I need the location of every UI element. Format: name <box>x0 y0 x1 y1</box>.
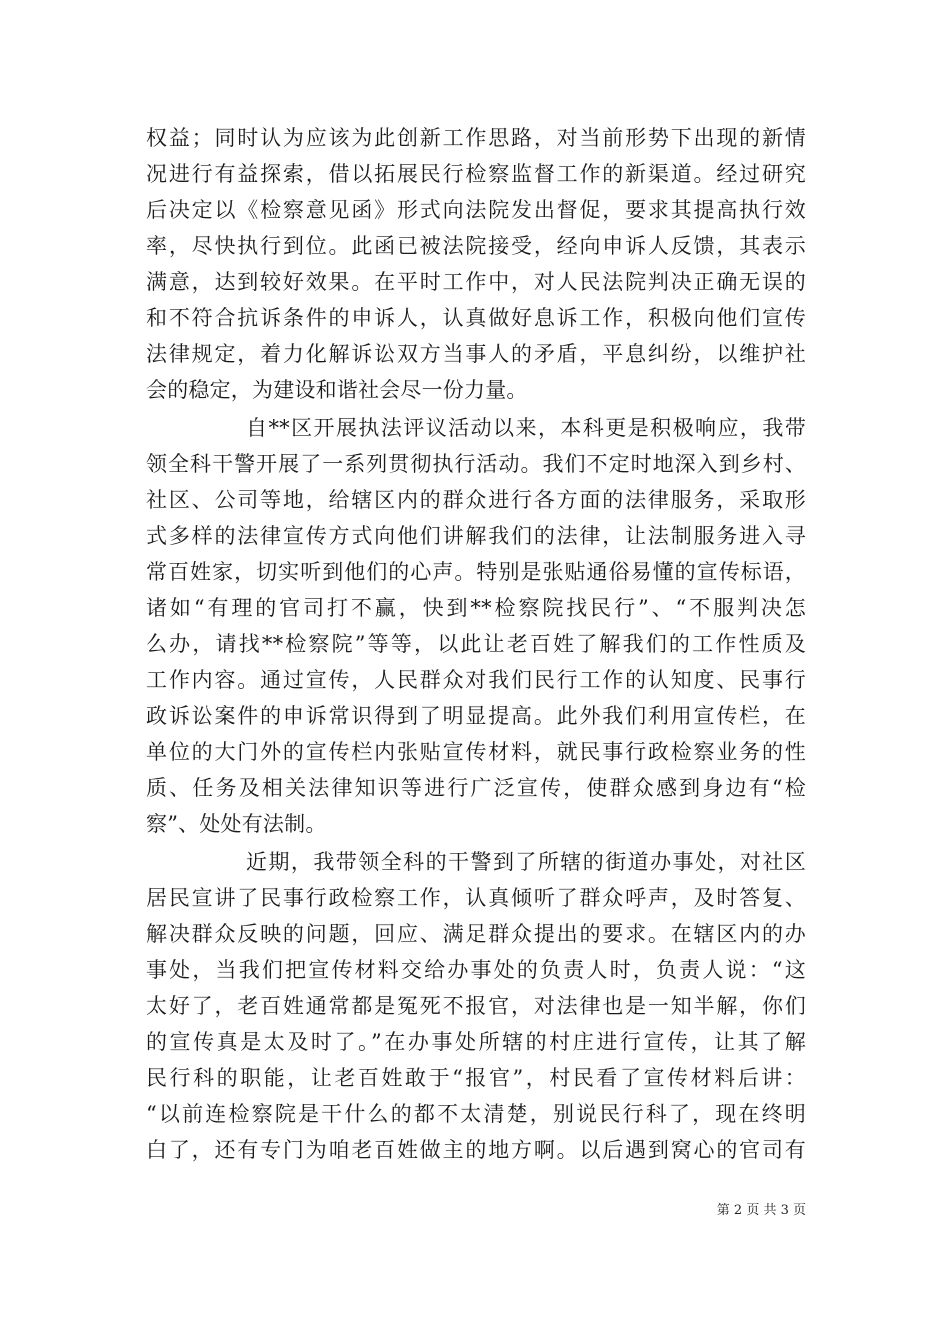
text-line: 的宣传真是太及时了。”在办事处所辖的村庄进行宣传，让其了解 <box>146 1030 806 1054</box>
text-line: 况进行有益探索，借以拓展民行检察监督工作的新渠道。经过研究 <box>146 162 806 186</box>
text-line: 太好了，老百姓通常都是冤死不报官，对法律也是一知半解，你们 <box>146 994 806 1018</box>
text-line: 式多样的法律宣传方式向他们讲解我们的法律，让法制服务进入寻 <box>146 524 806 548</box>
text-line: 后决定以《检察意见函》形式向法院发出督促，要求其提高执行效 <box>146 198 806 222</box>
paragraph-first-line: 近期，我带领全科的干警到了所辖的街道办事处，对社区 <box>246 850 806 874</box>
text-line: 居民宣讲了民事行政检察工作，认真倾听了群众呼声，及时答复、 <box>146 886 806 910</box>
text-line: 工作内容。通过宣传，人民群众对我们民行工作的认知度、民事行 <box>146 668 806 692</box>
text-line: 白了，还有专门为咱老百姓做主的地方啊。以后遇到窝心的官司有 <box>146 1138 806 1162</box>
text-line: 领全科干警开展了一系列贯彻执行活动。我们不定时地深入到乡村、 <box>146 452 806 476</box>
text-line: 会的稳定，为建设和谐社会尽一份力量。 <box>146 378 528 402</box>
text-line: 诸如“有理的官司打不赢，快到**检察院找民行”、“不服判决怎 <box>146 596 806 620</box>
text-line: 常百姓家，切实听到他们的心声。特别是张贴通俗易懂的宣传标语， <box>146 560 806 584</box>
text-line: 满意，达到较好效果。在平时工作中，对人民法院判决正确无误的 <box>146 270 806 294</box>
text-line: 民行科的职能，让老百姓敢于“报官”，村民看了宣传材料后讲： <box>146 1066 806 1090</box>
paragraph-first-line: 自**区开展执法评议活动以来，本科更是积极响应，我带 <box>246 416 806 440</box>
text-line: 和不符合抗诉条件的申诉人，认真做好息诉工作，积极向他们宣传 <box>146 306 806 330</box>
text-line: 察”、处处有法制。 <box>146 812 327 836</box>
text-line: 法律规定，着力化解诉讼双方当事人的矛盾，平息纠纷，以维护社 <box>146 342 806 366</box>
text-line: 事处，当我们把宣传材料交给办事处的负责人时，负责人说：“这 <box>146 958 806 982</box>
text-line: 质、任务及相关法律知识等进行广泛宣传，使群众感到身边有“检 <box>146 776 806 800</box>
text-line: “以前连检察院是干什么的都不太清楚，别说民行科了，现在终明 <box>146 1102 806 1126</box>
text-line: 社区、公司等地，给辖区内的群众进行各方面的法律服务，采取形 <box>146 488 806 512</box>
text-line: 单位的大门外的宣传栏内张贴宣传材料，就民事行政检察业务的性 <box>146 740 806 764</box>
text-line: 解决群众反映的问题，回应、满足群众提出的要求。在辖区内的办 <box>146 922 806 946</box>
text-line: 么办，请找**检察院”等等，以此让老百姓了解我们的工作性质及 <box>146 632 806 656</box>
text-line: 权益；同时认为应该为此创新工作思路，对当前形势下出现的新情 <box>146 126 806 150</box>
text-line: 政诉讼案件的申诉常识得到了明显提高。此外我们利用宣传栏，在 <box>146 704 806 728</box>
text-line: 率，尽快执行到位。此函已被法院接受，经向申诉人反馈，其表示 <box>146 234 806 258</box>
page-number: 第 2 页 共 3 页 <box>716 1203 806 1218</box>
